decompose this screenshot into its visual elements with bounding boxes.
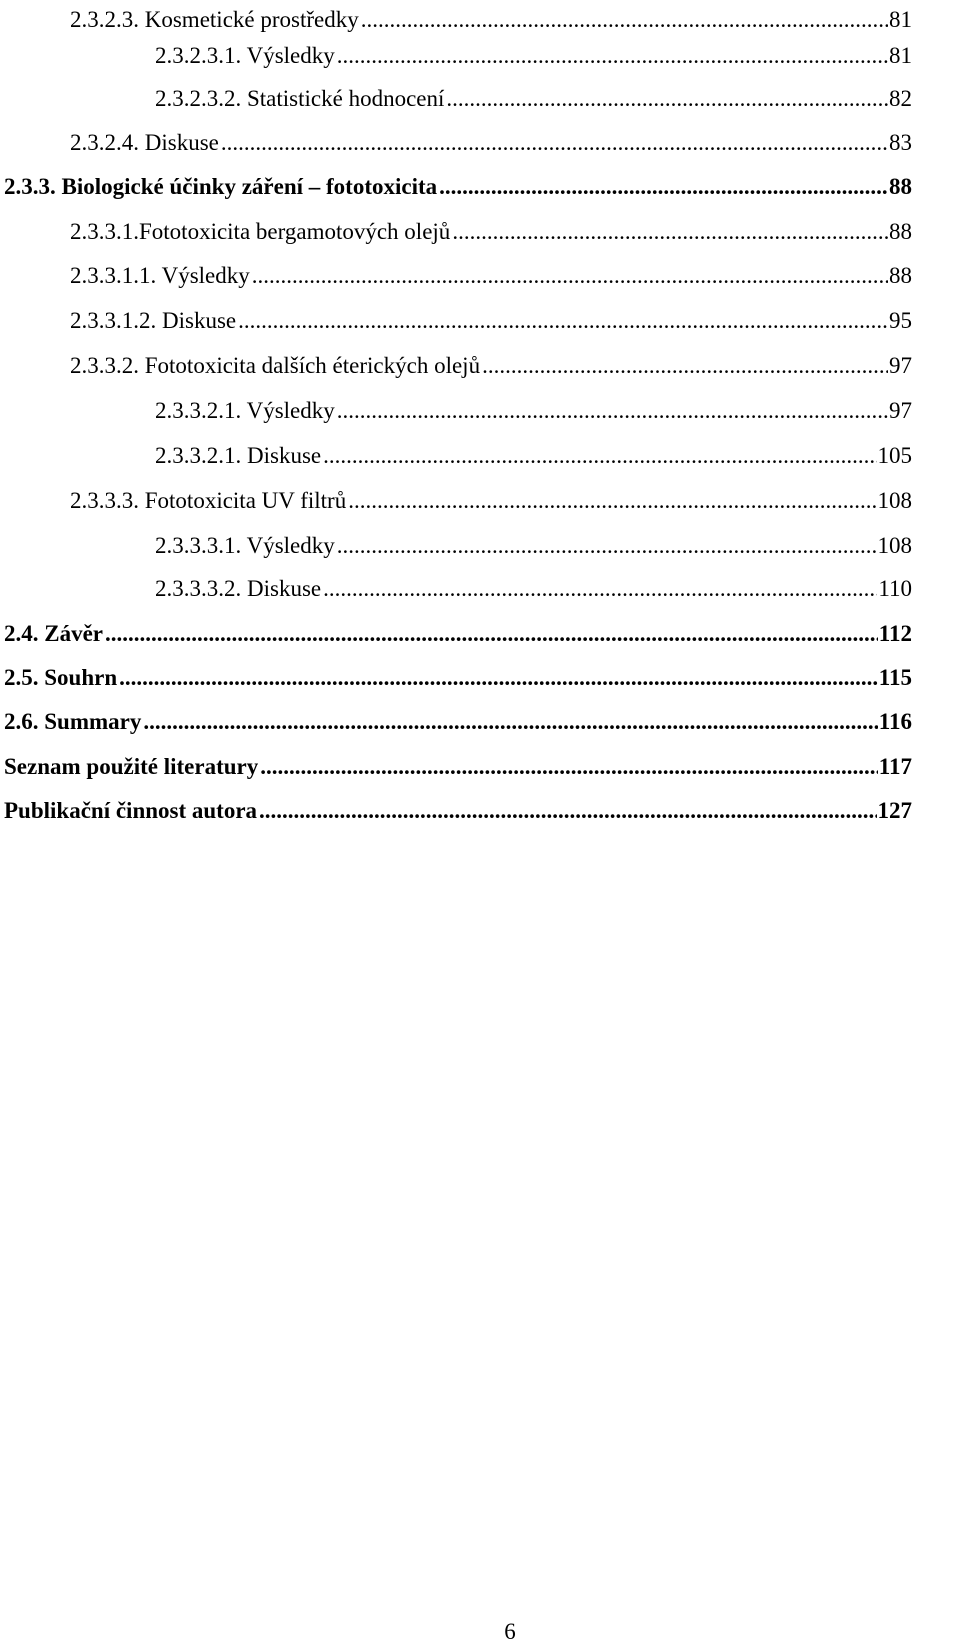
dot-leader	[238, 306, 888, 336]
toc-entry-page: 81	[889, 43, 912, 68]
toc-entry-text: 2.3.3.1.2. Diskuse	[70, 308, 237, 333]
toc-entry-page: 88	[889, 263, 912, 288]
toc-entry-page: 108	[877, 488, 912, 513]
toc-entry-page: 127	[877, 798, 912, 823]
toc-entry-text: 2.3.3.2.1. Diskuse	[155, 443, 322, 468]
toc-entry-text: 2.3.3.3. Fototoxicita UV filtrů	[70, 488, 347, 513]
toc-entry-page: 105	[877, 443, 912, 468]
toc-entry-page: 88	[889, 174, 912, 199]
toc-entry-text: 2.5. Souhrn	[4, 665, 118, 690]
toc-entry-page: 88	[889, 219, 912, 244]
dot-leader	[482, 351, 888, 381]
dot-leader	[252, 261, 888, 291]
toc-entry	[4, 707, 912, 737]
toc-entry-text: 2.3.3.2. Fototoxicita dalších éterických olejů	[70, 353, 481, 378]
toc-entry-page: 97	[889, 353, 912, 378]
toc-entry	[70, 5, 912, 35]
toc-entry	[70, 217, 912, 247]
toc-entry-text: Seznam použité literatury	[4, 754, 259, 779]
dot-leader	[105, 619, 878, 649]
toc-entry-page: 97	[889, 398, 912, 423]
toc-entry-page: 112	[878, 621, 912, 646]
toc-entry	[155, 84, 912, 114]
dot-leader	[452, 217, 888, 247]
toc-entry-text: Publikační činnost autora	[4, 798, 258, 823]
toc-entry-text: 2.3.3.1.Fototoxicita bergamotových olejů	[70, 219, 451, 244]
toc-entry-page: 83	[889, 130, 912, 155]
toc-entry	[70, 128, 912, 158]
toc-entry-page: 117	[878, 754, 912, 779]
toc-entry-text: 2.3.2.4. Diskuse	[70, 130, 219, 155]
toc-entry-text: 2.3.2.3. Kosmetické prostředky	[70, 7, 359, 32]
toc-entry-text: 2.6. Summary	[4, 709, 142, 734]
toc-entry-page: 81	[889, 7, 912, 32]
toc-entry	[155, 531, 912, 561]
dot-leader	[446, 84, 888, 114]
toc-entry-text: 2.4. Závěr	[4, 621, 104, 646]
toc-entry-text: 2.3.2.3.2. Statistické hodnocení	[155, 86, 445, 111]
dot-leader	[259, 796, 876, 826]
toc-entry-text: 2.3.2.3.1. Výsledky	[155, 43, 335, 68]
page-number: 6	[504, 1619, 516, 1644]
toc-entry	[4, 619, 912, 649]
dot-leader	[361, 5, 888, 35]
toc-entry-text: 2.3.3.3.2. Diskuse	[155, 576, 322, 601]
toc-entry	[155, 41, 912, 71]
toc-entry-page: 116	[878, 709, 912, 734]
toc-entry	[4, 752, 912, 782]
toc-entry-page: 115	[878, 665, 912, 690]
dot-leader	[348, 486, 876, 516]
dot-leader	[337, 531, 877, 561]
toc-entry	[70, 306, 912, 336]
dot-leader	[323, 441, 876, 471]
toc-entry	[155, 441, 912, 471]
dot-leader	[337, 41, 888, 71]
dot-leader	[323, 574, 877, 604]
toc-entry-text: 2.3.3. Biologické účinky záření – fototoxicita	[4, 174, 438, 199]
dot-leader	[439, 172, 888, 202]
toc-entry	[155, 396, 912, 426]
toc-entry-text: 2.3.3.3.1. Výsledky	[155, 533, 335, 558]
dot-leader	[260, 752, 878, 782]
dot-leader	[221, 128, 888, 158]
toc-entry	[70, 486, 912, 516]
toc-entry-page: 82	[889, 86, 912, 111]
toc-entry	[4, 663, 912, 693]
toc-entry-text: 2.3.3.1.1. Výsledky	[70, 263, 250, 288]
toc-entry	[155, 574, 912, 604]
toc-entry-page: 110	[878, 576, 912, 601]
toc-entry	[70, 351, 912, 381]
toc-entry-text: 2.3.3.2.1. Výsledky	[155, 398, 335, 423]
dot-leader	[119, 663, 878, 693]
dot-leader	[337, 396, 888, 426]
dot-leader	[143, 707, 877, 737]
toc-entry-page: 95	[889, 308, 912, 333]
toc-entry	[4, 172, 912, 202]
toc-entry	[70, 261, 912, 291]
toc-entry-page: 108	[877, 533, 912, 558]
toc-entry	[4, 796, 912, 826]
